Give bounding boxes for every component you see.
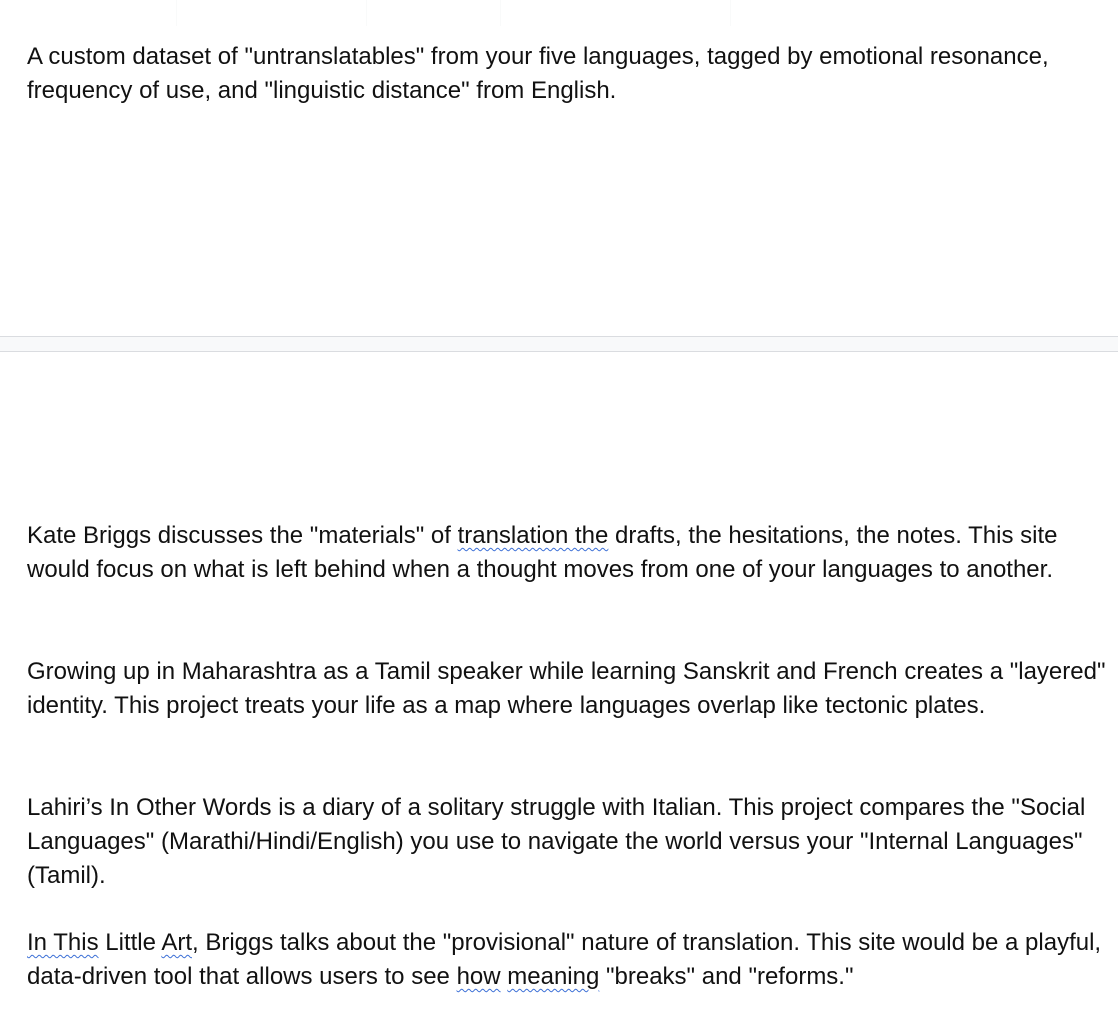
- paragraph-untranslatables[interactable]: A custom dataset of "untranslatables" from your five languages, tagged by emotional resonance, frequency of use, and "linguistic distance" from English.: [27, 43, 1049, 104]
- paragraph-lahiri-in-other-words[interactable]: Lahiri’s In Other Words is a diary of a solitary struggle with Italian. This project compares the "Social Languages" (Marathi/Hindi/English) you use to navigate the world versus your "Internal Languages" (Tamil).: [27, 794, 1086, 889]
- text-run: , Briggs talks about the "provisional" nature of translation. This site would be a playful, data-driven tool that allows users to see: [27, 929, 1102, 990]
- grammar-suggestion-translation-the[interactable]: translation the: [457, 522, 609, 549]
- spelling-suggestion-in-this[interactable]: In This: [27, 929, 99, 956]
- document-page-1: [0, 0, 1118, 336]
- document-page-2: [0, 352, 1118, 1018]
- grammar-suggestion-how[interactable]: how: [456, 963, 501, 990]
- paragraph-briggs-materials[interactable]: [27, 519, 1107, 587]
- spelling-suggestion-art[interactable]: Art: [161, 929, 192, 956]
- text-run: Kate Briggs discusses the "materials" of: [27, 522, 458, 549]
- paragraph-maharashtra-identity[interactable]: Growing up in Maharashtra as a Tamil speaker while learning Sanskrit and French creates a "layered" identity. This project treats your life as a map where languages overlap like tectonic plates.: [27, 658, 1106, 719]
- grammar-suggestion-meaning[interactable]: meaning: [507, 963, 600, 990]
- paragraph-little-art[interactable]: [27, 926, 1107, 994]
- text-run: drafts, the hesitations, the notes. This site would focus on what is left behind when a thought moves from one of your languages to another.: [27, 522, 1058, 583]
- previous-page-remnant: [170, 0, 740, 26]
- text-run: "breaks" and "reforms.": [599, 963, 854, 990]
- text-run: Little: [98, 929, 162, 956]
- page-break: [0, 336, 1118, 352]
